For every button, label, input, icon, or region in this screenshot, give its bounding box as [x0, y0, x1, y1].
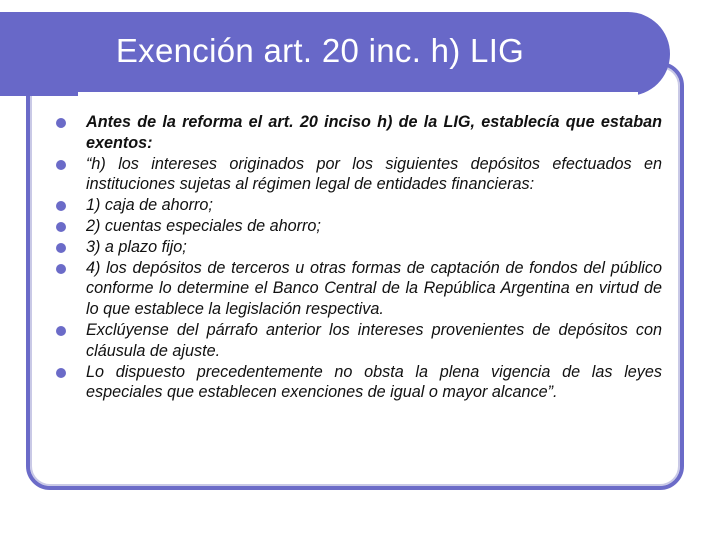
bullet-item: [56, 237, 662, 258]
bullet-item: [56, 195, 662, 216]
bullet-text: 2) cuentas especiales de ahorro;: [86, 216, 321, 235]
bullet-item: [56, 154, 662, 196]
bullet-text: 4) los depósitos de terceros u otras formas de captación de fondos del público conforme lo determine el Banco Central de la República Argentina en virtud de lo que establece la legislación respectiva.: [86, 258, 662, 319]
title-underline: [78, 92, 638, 96]
bullet-text: “h) los intereses originados por los siguientes depósitos efectuados en instituciones sujetas al régimen legal de entidades financieras:: [86, 154, 662, 194]
bullet-dot-icon: [56, 201, 66, 211]
bullet-list: [56, 112, 662, 403]
bullet-dot-icon: [56, 326, 66, 336]
bullet-dot-icon: [56, 160, 66, 170]
bullet-item: [56, 362, 662, 404]
bullet-text: 1) caja de ahorro;: [86, 196, 213, 215]
bullet-item: [56, 216, 662, 237]
bullet-item: [56, 258, 662, 320]
slide-title: Exención art. 20 inc. h) LIG: [115, 32, 525, 69]
bullet-dot-icon: [56, 368, 66, 378]
bullet-dot-icon: [56, 264, 66, 274]
bullet-text: 3) a plazo fijo;: [86, 237, 187, 256]
bullet-item: [56, 320, 662, 362]
bullet-text: Exclúyense del párrafo anterior los intereses provenientes de depósitos con cláusula de ajuste.: [86, 320, 662, 360]
bullet-text: Antes de la reforma el art. 20 inciso h) de la LIG, establecía que estaban exentos:: [86, 113, 662, 152]
bullet-dot-icon: [56, 222, 66, 232]
bullet-text: Lo dispuesto precedentemente no obsta la plena vigencia de las leyes especiales que establecen exenciones de igual o mayor alcance”.: [86, 362, 662, 402]
bullet-dot-icon: [56, 243, 66, 253]
bullet-dot-icon: [56, 118, 66, 128]
bullet-item: [56, 112, 662, 154]
